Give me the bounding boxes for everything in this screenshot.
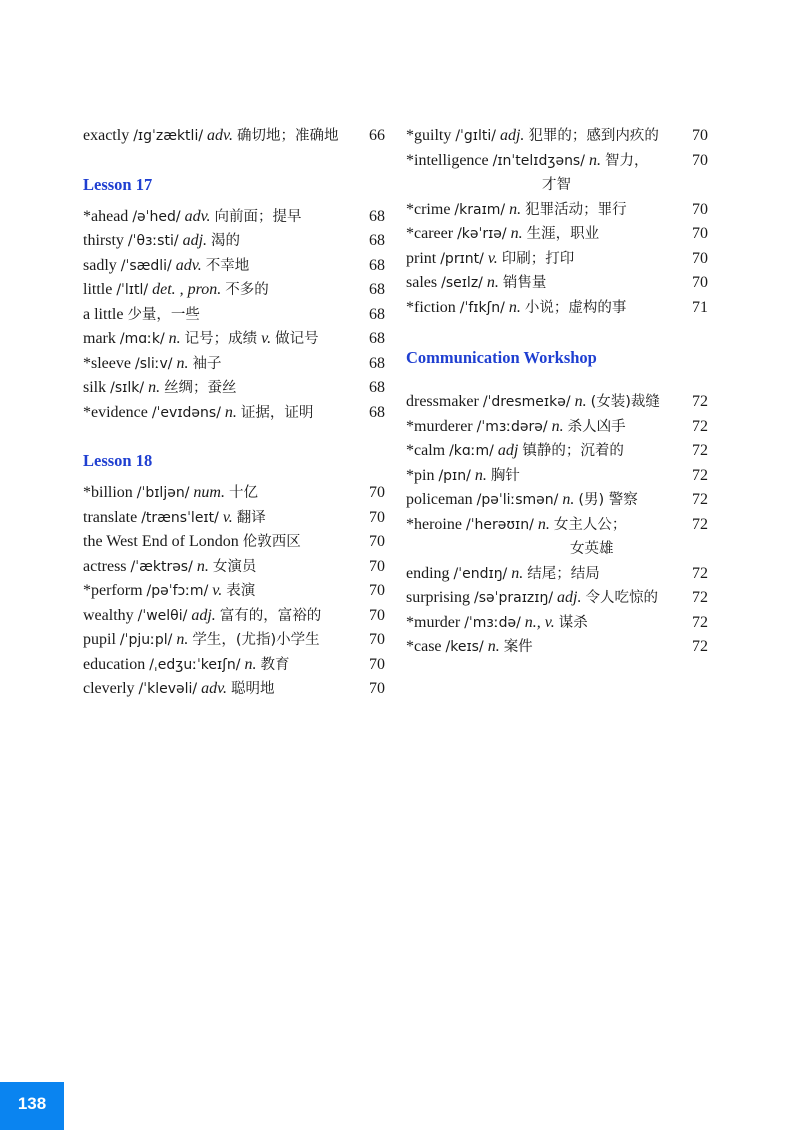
entry-page: 72 xyxy=(692,613,708,631)
entry-meaning: 胸针 xyxy=(490,467,520,484)
entry-word: dressmaker xyxy=(406,393,479,410)
entry-phonetic: /ˈgɪlti/ xyxy=(455,128,496,144)
entry-phonetic: /ˈsædli/ xyxy=(120,257,172,274)
entry-phonetic: /pɪn/ xyxy=(438,467,471,484)
entry-meaning: 案件 xyxy=(503,639,533,655)
entry-page: 72 xyxy=(692,393,708,410)
vocab-entry xyxy=(83,376,385,401)
entry-word: the West End of London xyxy=(83,533,239,550)
entry-meaning: 生涯，职业 xyxy=(526,226,600,242)
entry-word: print xyxy=(406,249,437,267)
entry-meaning-continued: 女英雄 xyxy=(570,541,614,557)
entry-word: translate xyxy=(83,508,138,526)
entry-meaning: 证据，证明 xyxy=(240,404,314,421)
entry-phonetic: /ˈmɜːdərə/ xyxy=(476,418,548,435)
entry-part-of-speech: adv. xyxy=(207,127,233,144)
vocab-entry-continuation xyxy=(406,537,708,562)
vocab-entry xyxy=(83,579,385,604)
entry-meaning: 袖子 xyxy=(192,355,222,372)
entry-meaning: 谋杀 xyxy=(558,614,588,631)
vocab-entry xyxy=(83,653,385,678)
vocab-entry xyxy=(406,488,708,513)
vocab-list xyxy=(83,124,385,149)
entry-phonetic: /keɪs/ xyxy=(445,639,484,655)
entry-page: 72 xyxy=(692,638,708,655)
vocab-entry xyxy=(83,124,385,149)
left-column xyxy=(83,124,385,702)
entry-page: 70 xyxy=(369,533,385,550)
entry-part-of-speech: n. xyxy=(551,417,564,435)
entry-phonetic: /ˈæktrəs/ xyxy=(130,558,193,575)
vocab-entry xyxy=(83,628,385,653)
entry-phonetic: /ˈdresmeɪkə/ xyxy=(482,394,571,410)
workshop-heading: Communication Workshop xyxy=(406,348,597,367)
entry-part-of-speech: adj. xyxy=(191,606,216,624)
vocab-entry xyxy=(406,271,708,296)
vocab-entry xyxy=(83,303,385,328)
entry-page: 68 xyxy=(369,305,385,323)
entry-page: 70 xyxy=(369,631,385,648)
entry-part-of-speech: n. xyxy=(168,330,181,347)
entry-meaning: 令人吃惊的 xyxy=(585,590,658,606)
vocab-entry xyxy=(83,401,385,426)
entry-meaning: 伦敦西区 xyxy=(242,534,301,550)
vocab-list xyxy=(406,390,708,660)
entry-meaning: 富有的，富裕的 xyxy=(219,607,322,624)
entry-phonetic: /kəˈrɪə/ xyxy=(457,226,507,242)
entry-word: *pin xyxy=(406,466,435,484)
entry-page: 68 xyxy=(369,207,385,225)
entry-meaning: 印刷；打印 xyxy=(501,250,575,267)
vocab-entry xyxy=(406,562,708,587)
entry-phonetic: /pəˈfɔːm/ xyxy=(146,583,209,599)
entry-word: wealthy xyxy=(83,606,134,624)
entry-part-of-speech: n. xyxy=(224,403,237,421)
vocab-entry xyxy=(406,464,708,489)
entry-meaning: 不多的 xyxy=(225,282,269,298)
vocab-entry xyxy=(406,586,708,611)
vocab-entry xyxy=(83,481,385,506)
entry-part-of-speech: adv. xyxy=(175,256,202,274)
vocab-entry xyxy=(406,390,708,415)
entry-page: 72 xyxy=(692,466,708,484)
entry-phonetic: /trænsˈleɪt/ xyxy=(141,509,219,526)
entry-word: *guilty xyxy=(406,127,452,144)
entry-word: *evidence xyxy=(83,403,148,421)
entry-page: 66 xyxy=(369,127,385,144)
vocab-entry xyxy=(406,247,708,272)
entry-meaning: 渴的 xyxy=(211,233,241,249)
entry-meaning: 十亿 xyxy=(228,485,258,501)
vocab-entry xyxy=(83,278,385,303)
entry-page: 68 xyxy=(369,256,385,274)
entry-page: 70 xyxy=(692,225,708,242)
entry-word: *intelligence xyxy=(406,151,489,169)
entry-word: surprising xyxy=(406,589,470,606)
entry-part-of-speech: adv. xyxy=(201,680,228,697)
entry-meaning: 学生，(尤指)小学生 xyxy=(192,632,320,648)
entry-meaning-2: 做记号 xyxy=(275,331,319,347)
entry-page: 70 xyxy=(369,680,385,697)
entry-page: 70 xyxy=(369,557,385,575)
entry-part-of-speech: v. xyxy=(212,582,223,599)
entry-meaning: 犯罪的；感到内疚的 xyxy=(528,128,659,144)
vocab-entry xyxy=(83,205,385,230)
entry-word: mark xyxy=(83,330,116,347)
entry-part-of-speech: n. xyxy=(148,379,161,396)
entry-meaning: 女主人公； xyxy=(553,516,627,533)
entry-page: 70 xyxy=(369,606,385,624)
entry-part-of-speech: adj. xyxy=(557,589,582,606)
entry-phonetic: /ˈpjuːpl/ xyxy=(119,632,173,648)
entry-meaning-continued: 才智 xyxy=(542,177,571,193)
vocab-entry xyxy=(406,635,708,660)
entry-part-of-speech: num. xyxy=(193,484,225,501)
entry-phonetic: /prɪnt/ xyxy=(440,250,484,267)
vocab-entry xyxy=(83,229,385,254)
entry-word: *sleeve xyxy=(83,354,131,372)
entry-page: 70 xyxy=(369,582,385,599)
entry-phonetic: /ˈθɜːsti/ xyxy=(127,233,179,249)
entry-meaning: 确切地；准确地 xyxy=(236,128,339,144)
entry-part-of-speech: v. xyxy=(222,508,233,526)
entry-part-of-speech: n. xyxy=(562,491,575,508)
vocab-entry xyxy=(83,555,385,580)
entry-part-of-speech: n. xyxy=(486,274,499,291)
entry-part-of-speech: n. xyxy=(511,564,524,582)
vocab-entry xyxy=(83,530,385,555)
entry-meaning: (女装)裁缝 xyxy=(590,394,660,410)
entry-meaning: 向前面；提早 xyxy=(214,208,302,225)
entry-phonetic: /ɪgˈzæktli/ xyxy=(133,128,204,144)
lesson-18-heading: Lesson 18 xyxy=(83,451,153,470)
vocab-entry xyxy=(83,604,385,629)
entry-page: 68 xyxy=(369,330,385,347)
entry-word: ending xyxy=(406,564,450,582)
lesson-17-heading: Lesson 17 xyxy=(83,174,153,194)
entry-phonetic: /ˈherəʊɪn/ xyxy=(465,516,534,533)
entry-part-of-speech: n. xyxy=(574,393,587,410)
entry-page: 70 xyxy=(369,484,385,501)
entry-word: *murderer xyxy=(406,417,473,435)
entry-page: 72 xyxy=(692,491,708,508)
entry-part-of-speech: n. xyxy=(474,466,487,484)
entry-word: *fiction xyxy=(406,298,456,316)
entry-word: *calm xyxy=(406,442,446,459)
entry-word: *perform xyxy=(83,582,143,599)
entry-phonetic: /sɪlk/ xyxy=(110,380,145,396)
entry-phonetic: /ˈwelθi/ xyxy=(137,607,188,624)
entry-page: 71 xyxy=(692,298,708,316)
entry-word: cleverly xyxy=(83,680,135,697)
vocab-entry xyxy=(406,513,708,538)
entry-page: 72 xyxy=(692,564,708,582)
entry-part-of-speech: adj. xyxy=(499,127,525,144)
entry-meaning: 教育 xyxy=(260,656,290,673)
vocab-entry xyxy=(406,222,708,247)
entry-page: 72 xyxy=(692,417,708,435)
entry-word: sales xyxy=(406,274,438,291)
entry-part-of-speech: adj xyxy=(497,442,519,459)
entry-page: 68 xyxy=(369,403,385,421)
entry-part-of-speech: n. xyxy=(508,298,521,316)
entry-phonetic: /ˈlɪtl/ xyxy=(116,282,149,298)
entry-part-of-speech: n. xyxy=(509,200,522,218)
entry-word: *ahead xyxy=(83,207,129,225)
entry-phonetic: /mɑːk/ xyxy=(119,331,165,347)
entry-phonetic: /kɑːm/ xyxy=(449,443,494,459)
entry-part-of-speech: n. xyxy=(537,515,550,533)
entry-phonetic: /pəˈliːsmən/ xyxy=(476,492,559,508)
entry-part-of-speech: n. xyxy=(176,354,189,372)
right-column xyxy=(406,124,708,660)
entry-meaning: 不幸地 xyxy=(205,257,250,274)
entry-word: *career xyxy=(406,225,454,242)
entry-page: 72 xyxy=(692,515,708,533)
entry-part-of-speech-2: v. xyxy=(261,330,272,347)
entry-part-of-speech: n. xyxy=(487,638,500,655)
vocab-entry xyxy=(406,611,708,636)
entry-word: policeman xyxy=(406,491,473,508)
entry-page: 68 xyxy=(369,232,385,249)
entry-word: *murder xyxy=(406,613,461,631)
vocab-entry xyxy=(406,296,708,321)
entry-part-of-speech: n. xyxy=(244,655,257,673)
vocab-list xyxy=(406,124,708,320)
entry-word: actress xyxy=(83,557,127,575)
entry-word: sadly xyxy=(83,256,117,274)
entry-word: *heroine xyxy=(406,515,462,533)
entry-meaning: 小说；虚构的事 xyxy=(524,299,627,316)
entry-phonetic: /kraɪm/ xyxy=(454,201,506,218)
entry-part-of-speech: n. xyxy=(176,631,189,648)
entry-page: 70 xyxy=(692,200,708,218)
vocab-entry xyxy=(83,677,385,702)
vocab-list xyxy=(83,481,385,702)
entry-page: 72 xyxy=(692,442,708,459)
entry-meaning: 记号；成绩 xyxy=(184,331,258,347)
entry-meaning: 智力， xyxy=(604,152,649,169)
entry-part-of-speech: n. xyxy=(588,151,601,169)
entry-page: 70 xyxy=(692,127,708,144)
entry-meaning: 表演 xyxy=(226,583,256,599)
entry-phonetic: /ˈklevəli/ xyxy=(138,681,198,697)
entry-page: 70 xyxy=(692,151,708,169)
entry-word: education xyxy=(83,655,146,673)
vocab-entry xyxy=(83,327,385,352)
entry-phonetic: /əˈhed/ xyxy=(132,208,181,225)
entry-part-of-speech: v. xyxy=(487,249,498,267)
entry-meaning: 结尾；结局 xyxy=(527,565,600,582)
entry-page: 70 xyxy=(369,508,385,526)
entry-page: 70 xyxy=(692,274,708,291)
entry-phonetic: /ˈfɪkʃn/ xyxy=(459,299,505,316)
entry-word: exactly xyxy=(83,127,130,144)
entry-phonetic: /ˌedʒuːˈkeɪʃn/ xyxy=(149,656,241,673)
entry-page: 68 xyxy=(369,379,385,396)
entry-part-of-speech: n. xyxy=(510,225,523,242)
entry-word: thirsty xyxy=(83,232,124,249)
entry-word: *crime xyxy=(406,200,451,218)
entry-phonetic: /ˈbɪljən/ xyxy=(136,485,190,501)
entry-phonetic: /sliːv/ xyxy=(134,355,173,372)
entry-meaning: 少量，一些 xyxy=(127,306,200,323)
entry-page: 72 xyxy=(692,589,708,606)
entry-phonetic: /səˈpraɪzɪŋ/ xyxy=(474,590,554,606)
entry-word: *case xyxy=(406,638,442,655)
entry-part-of-speech: adv. xyxy=(184,207,211,225)
entry-meaning: 翻译 xyxy=(236,509,266,526)
entry-word: little xyxy=(83,281,113,298)
entry-meaning: 犯罪活动；罪行 xyxy=(525,201,627,218)
vocab-entry xyxy=(406,415,708,440)
entry-meaning: (男) 警察 xyxy=(578,492,638,508)
entry-meaning: 聪明地 xyxy=(231,681,275,697)
entry-page: 70 xyxy=(369,655,385,673)
entry-page: 70 xyxy=(692,249,708,267)
entry-word: pupil xyxy=(83,631,116,648)
entry-part-of-speech: adj. xyxy=(182,232,208,249)
vocab-entry xyxy=(83,352,385,377)
vocab-entry xyxy=(83,506,385,531)
entry-phonetic: /ˈevɪdəns/ xyxy=(151,404,221,421)
vocab-entry xyxy=(406,149,708,174)
entry-word: a little xyxy=(83,305,124,323)
entry-meaning: 杀人凶手 xyxy=(567,418,626,435)
entry-page: 68 xyxy=(369,281,385,298)
entry-meaning: 丝绸；蚕丝 xyxy=(164,380,237,396)
entry-phonetic: /ˈmɜːdə/ xyxy=(464,614,521,631)
entry-phonetic: /ˈendɪŋ/ xyxy=(453,565,508,582)
vocab-entry xyxy=(406,439,708,464)
entry-word: *billion xyxy=(83,484,133,501)
vocab-entry-continuation xyxy=(406,173,708,198)
entry-phonetic: /seɪlz/ xyxy=(441,275,483,291)
entry-word: silk xyxy=(83,379,107,396)
vocab-list xyxy=(83,205,385,426)
page-number: 138 xyxy=(0,1082,64,1130)
entry-page: 68 xyxy=(369,354,385,372)
vocab-entry xyxy=(406,198,708,223)
entry-part-of-speech: n., v. xyxy=(524,613,555,631)
entry-meaning: 女演员 xyxy=(212,558,257,575)
entry-meaning: 镇静的；沉着的 xyxy=(522,443,624,459)
entry-phonetic: /ɪnˈtelɪdʒəns/ xyxy=(492,152,585,169)
entry-part-of-speech: det. , pron. xyxy=(152,281,222,298)
entry-part-of-speech: n. xyxy=(196,557,209,575)
vocab-entry xyxy=(83,254,385,279)
entry-meaning: 销售量 xyxy=(502,275,547,291)
vocab-entry xyxy=(406,124,708,149)
